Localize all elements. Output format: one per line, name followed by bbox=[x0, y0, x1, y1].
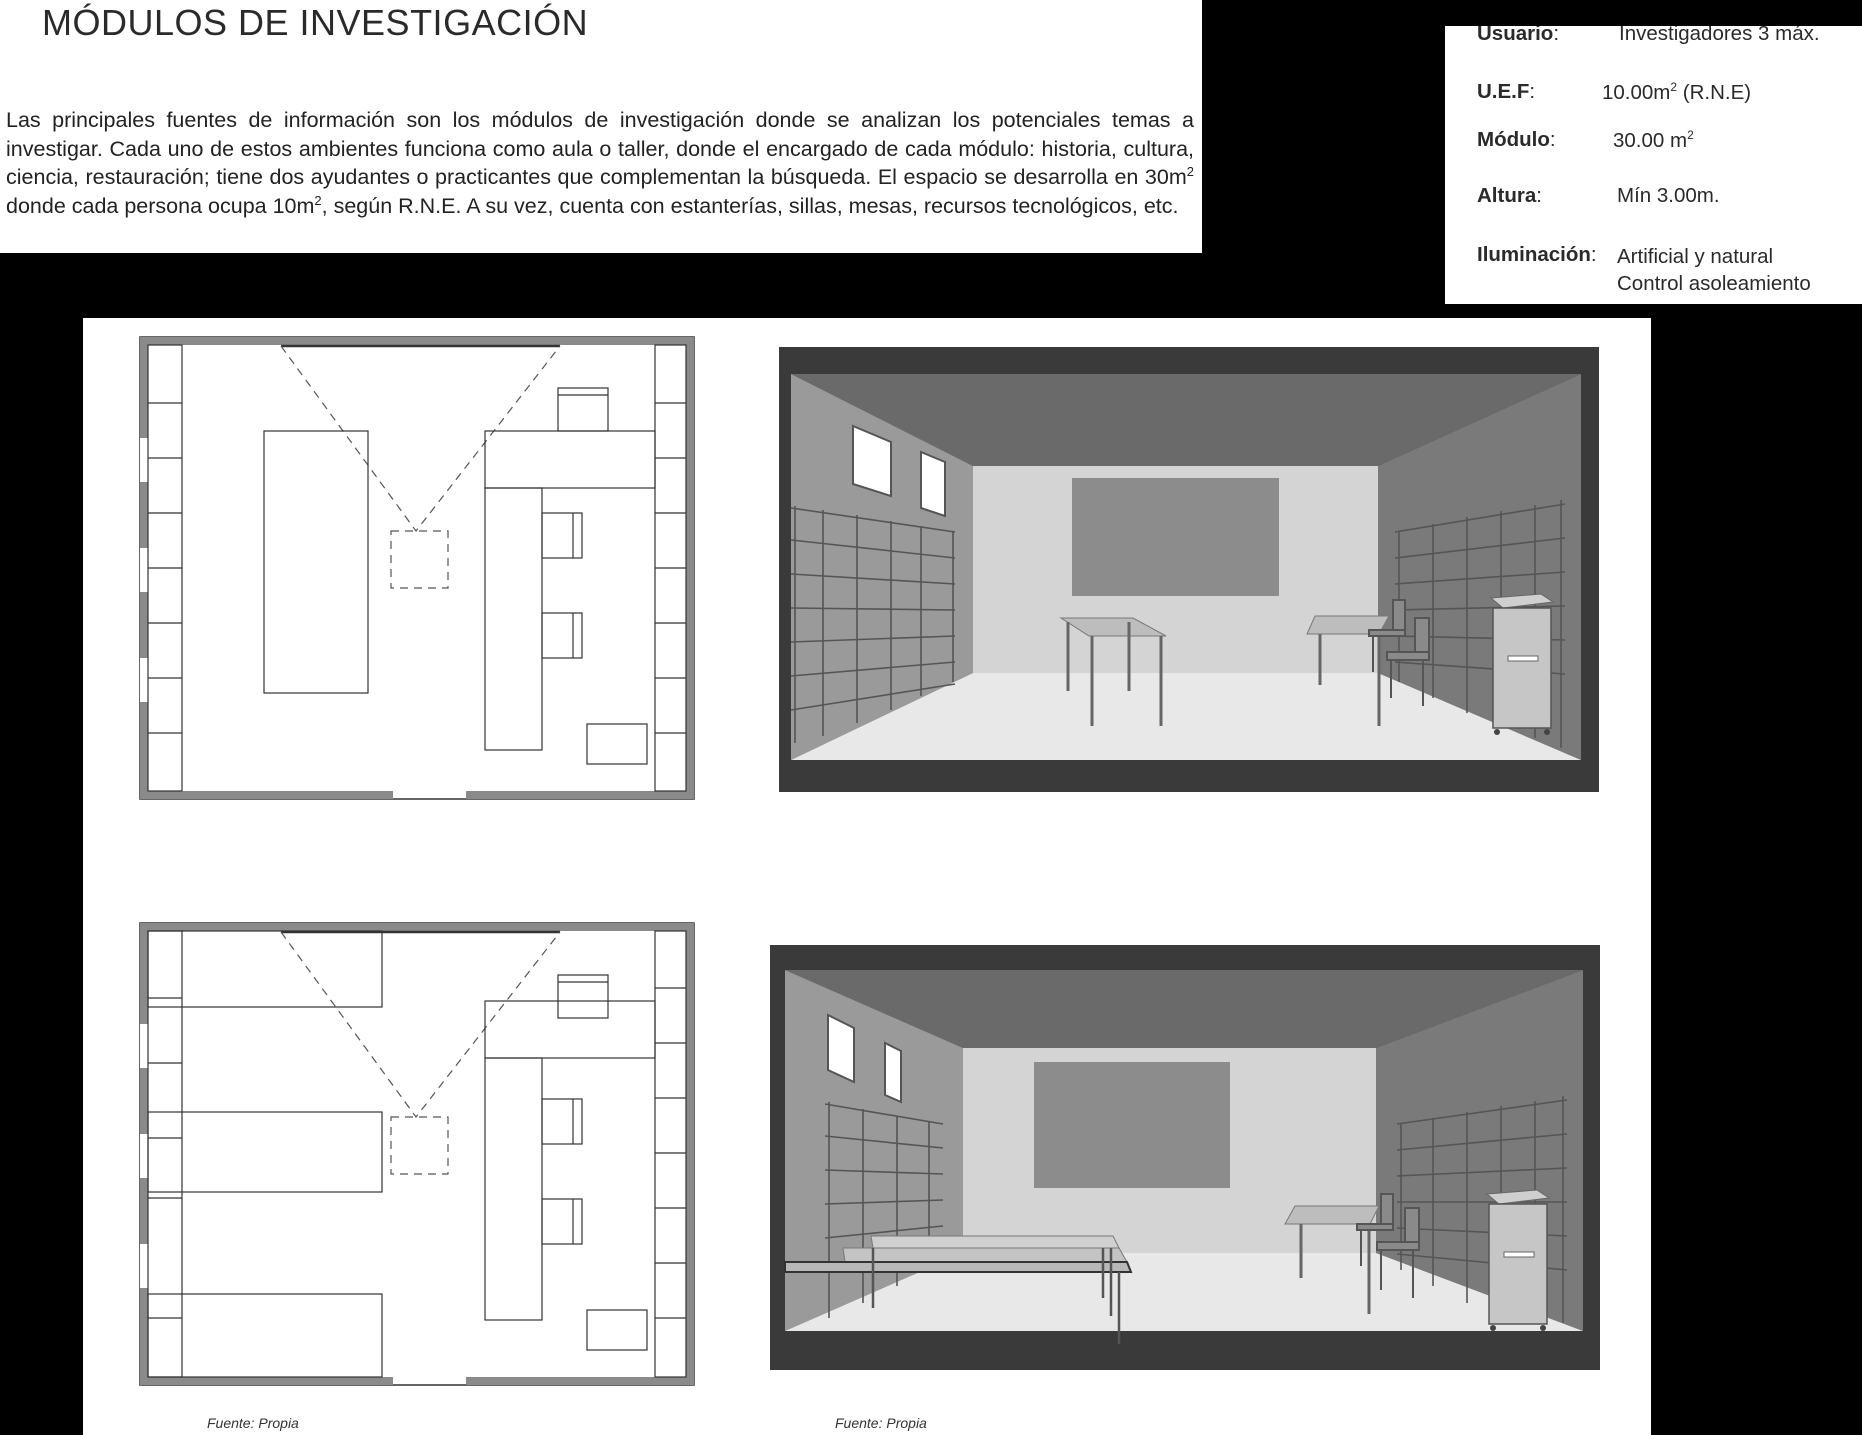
spec-sep: : bbox=[1590, 243, 1597, 266]
render-blackboard bbox=[1072, 478, 1279, 596]
spec-value: Investigadores 3 máx. bbox=[1619, 26, 1820, 45]
spec-label: Iluminación bbox=[1477, 243, 1591, 266]
page-title: MÓDULOS DE INVESTIGACIÓN bbox=[42, 2, 589, 43]
figure-caption-left: Fuente: Propia bbox=[207, 1415, 299, 1431]
figure-caption-right: Fuente: Propia bbox=[835, 1415, 927, 1431]
spec-label: U.E.F bbox=[1477, 80, 1530, 103]
spec-sep: : bbox=[1549, 128, 1556, 151]
description-part-1: Las principales fuentes de información son los módulos de investigación donde se analizan los potenciales temas a investigar. Cada uno de estos ambientes funciona como aula o taller, donde el encargado de cada módulo: historia, cultura, ciencia, restauración; tiene dos ayudantes o practicantes que complementan la búsqueda. El espacio se desarrolla en 30m bbox=[6, 108, 1194, 189]
superscript-2: 2 bbox=[1186, 163, 1194, 179]
plan-window bbox=[140, 1244, 148, 1288]
interior-render-1 bbox=[779, 347, 1599, 792]
render-copier bbox=[1491, 594, 1553, 735]
plan-outline bbox=[140, 923, 694, 1385]
plan-window bbox=[140, 658, 148, 702]
plan-wall-top bbox=[140, 337, 694, 345]
spec-value: Artificial y natural Control asoleamiento bbox=[1617, 245, 1811, 295]
plan-window bbox=[140, 548, 148, 592]
render-window bbox=[828, 1015, 854, 1082]
floor-plan-2 bbox=[140, 923, 694, 1385]
description-paragraph bbox=[6, 106, 1194, 220]
plan-outline bbox=[140, 337, 694, 799]
interior-render-2 bbox=[770, 945, 1600, 1370]
description-part-2: donde cada persona ocupa 10m bbox=[6, 193, 315, 218]
render-window bbox=[921, 452, 945, 516]
spec-sep: : bbox=[1553, 26, 1560, 45]
plan-wall-right bbox=[686, 337, 694, 799]
description-part-3: , según R.N.E. A su vez, cuenta con estanterías, sillas, mesas, recursos tecnológicos, etc. bbox=[321, 193, 1179, 218]
spec-sep: : bbox=[1529, 80, 1536, 103]
spec-label: Altura bbox=[1477, 184, 1537, 207]
spec-value: Mín 3.00m. bbox=[1617, 184, 1720, 207]
render-copier bbox=[1487, 1190, 1549, 1331]
intro-panel bbox=[0, 0, 1202, 253]
plan-wall-bottom-left bbox=[140, 791, 393, 799]
render-window bbox=[885, 1043, 901, 1102]
spec-label: Usuario bbox=[1477, 26, 1554, 45]
spec-value: 30.00 $m^2$ bbox=[1613, 128, 1694, 152]
plan-window bbox=[140, 1024, 148, 1068]
plan-wall-bottom-right bbox=[466, 791, 694, 799]
render-blackboard bbox=[1034, 1062, 1230, 1188]
specs-panel bbox=[1445, 26, 1862, 304]
drawings-svg bbox=[83, 318, 1651, 1435]
plan-window bbox=[140, 1134, 148, 1178]
spec-value: $10.00m^2$ (R.N.E) bbox=[1602, 80, 1752, 104]
spec-label: Módulo bbox=[1477, 128, 1550, 151]
drawing-sheet bbox=[83, 318, 1651, 1435]
plan-window bbox=[140, 438, 148, 482]
floor-plan-1 bbox=[140, 337, 694, 799]
spec-sep: : bbox=[1536, 184, 1542, 207]
superscript-2: 2 bbox=[314, 192, 322, 208]
